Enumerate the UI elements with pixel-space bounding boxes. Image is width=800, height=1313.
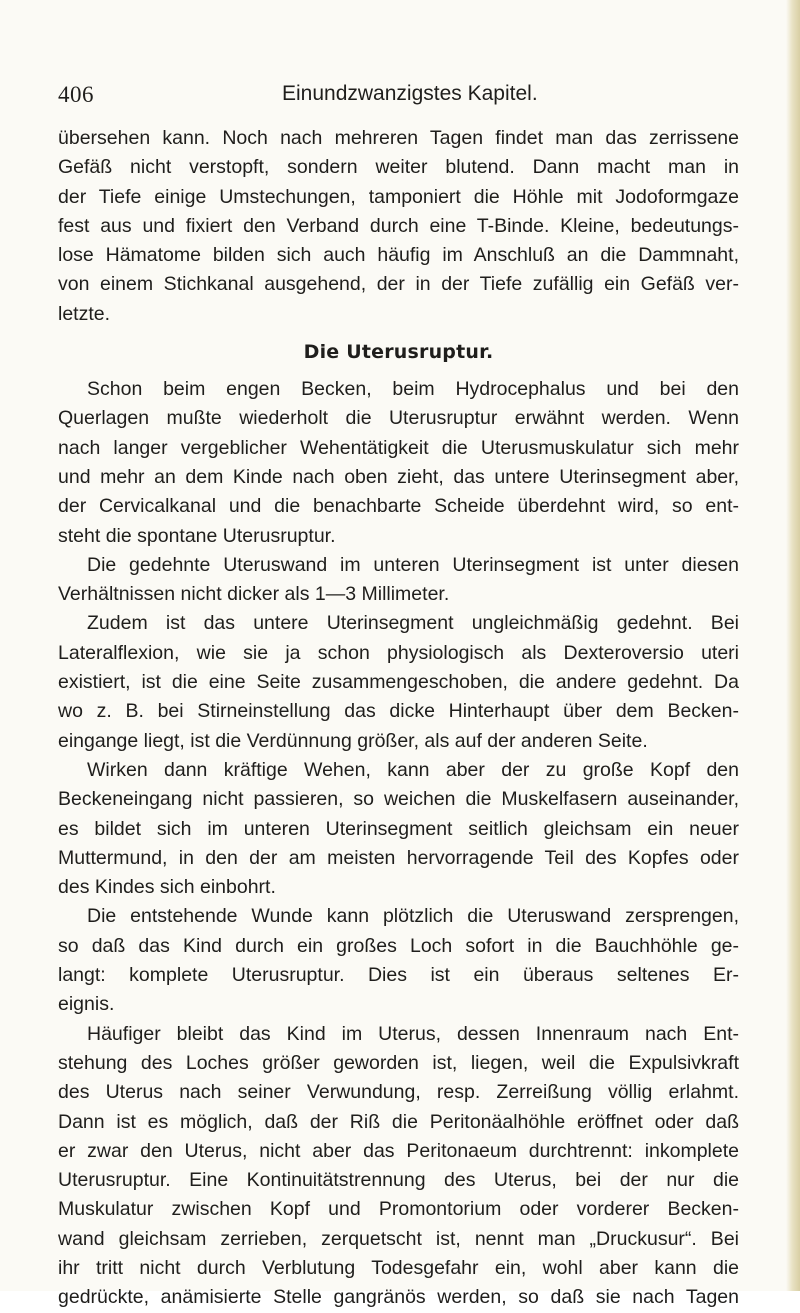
section-heading: Die Uterusruptur. — [303, 341, 494, 364]
text-line: es bildet sich im unteren Uterinsegment seitlich gleichsam ein neuer — [58, 817, 739, 840]
text-line: Verhältnissen nicht dicker als 1—3 Millimeter. — [58, 583, 450, 606]
text-line: so daß das Kind durch ein großes Loch sofort in die Bauchhöhle ge- — [58, 934, 739, 957]
text-line: Querlagen mußte wiederholt die Uterusruptur erwähnt werden. Wenn — [58, 407, 739, 430]
text-line: er zwar den Uterus, nicht aber das Peritonaeum durchtrennt: inkomplete — [58, 1139, 739, 1162]
text-line: Uterusruptur. Eine Kontinuitätstrennung des Uterus, bei der nur die — [58, 1169, 739, 1192]
text-line: der Cervicalkanal und die benachbarte Scheide überdehnt wird, so ent- — [58, 495, 739, 518]
text-line: steht die spontane Uterusruptur. — [58, 524, 336, 547]
text-line: Wirken dann kräftige Wehen, kann aber der zu große Kopf den — [87, 758, 739, 781]
page-number: 406 — [58, 82, 94, 107]
text-line: nach langer vergeblicher Wehentätigkeit die Uterusmuskulatur sich mehr — [58, 436, 739, 459]
text-line: Muttermund, in den der am meisten hervorragende Teil des Kopfes oder — [58, 846, 739, 869]
text-line: eingange liegt, ist die Verdünnung größer, als auf der anderen Seite. — [58, 729, 648, 752]
text-line: Zudem ist das untere Uterinsegment ungleichmäßig gedehnt. Bei — [87, 612, 739, 635]
text-line: von einem Stichkanal ausgehend, der in der Tiefe zufällig ein Gefäß ver- — [58, 273, 739, 296]
text-line: und mehr an dem Kinde nach oben zieht, das untere Uterinsegment aber, — [58, 465, 739, 488]
text-line: Beckeneingang nicht passieren, so weichen die Muskelfasern auseinander, — [58, 788, 739, 811]
text-line: gedrückte, anämisierte Stelle gangränös werden, so daß sie nach Tagen — [58, 1286, 739, 1309]
text-line: stehung des Loches größer geworden ist, liegen, weil die Expulsivkraft — [58, 1051, 739, 1074]
text-line: ihr tritt nicht durch Verblutung Todesgefahr ein, wohl aber kann die — [58, 1256, 739, 1279]
page-edge-shadow — [786, 0, 800, 1291]
text-line: der Tiefe einige Umstechungen, tamponiert die Höhle mit Jodoformgaze — [58, 185, 739, 208]
text-line: eignis. — [58, 993, 115, 1016]
text-line: fest aus und fixiert den Verband durch eine T-Binde. Kleine, bedeutungs- — [58, 214, 739, 237]
body-text — [58, 124, 739, 1313]
text-line: lose Hämatome bilden sich auch häufig im Anschluß an die Dammnaht, — [58, 244, 739, 267]
text-line: wo z. B. bei Stirneinstellung das dicke Hinterhaupt über dem Becken- — [58, 700, 739, 723]
text-line: des Kindes sich einbohrt. — [58, 876, 276, 899]
text-line: übersehen kann. Noch nach mehreren Tagen findet man das zerrissene — [58, 127, 739, 149]
text-line: Schon beim engen Becken, beim Hydrocephalus und bei den — [87, 378, 739, 401]
text-line: letzte. — [58, 302, 111, 325]
page-header — [58, 82, 738, 110]
text-line: langt: komplete Uterusruptur. Dies ist ein überaus seltenes Er- — [58, 964, 739, 987]
text-line: des Uterus nach seiner Verwundung, resp. Zerreißung völlig erlahmt. — [58, 1081, 739, 1104]
text-line: Die entstehende Wunde kann plötzlich die Uteruswand zersprengen, — [87, 905, 739, 928]
text-line: Lateralflexion, wie sie ja schon physiologisch als Dexteroversio uteri — [58, 641, 739, 664]
running-head: Einundzwanzigstes Kapitel. — [282, 82, 538, 105]
text-line: Häufiger bleibt das Kind im Uterus, dessen Innenraum nach Ent- — [87, 1022, 739, 1045]
text-line: Die gedehnte Uteruswand im unteren Uterinsegment ist unter diesen — [87, 553, 739, 576]
text-line: Dann ist es möglich, daß der Riß die Peritonäalhöhle eröffnet oder daß — [58, 1110, 739, 1133]
text-line: existiert, ist die eine Seite zusammengeschoben, die andere gedehnt. Da — [58, 671, 739, 694]
text-line: wand gleichsam zerrieben, zerquetscht ist, nennt man „Druckusur“. Bei — [58, 1227, 739, 1250]
text-line: Gefäß nicht verstopft, sondern weiter blutend. Dann macht man in — [58, 156, 739, 179]
text-line: Muskulatur zwischen Kopf und Promontorium oder vorderer Becken- — [58, 1198, 739, 1221]
